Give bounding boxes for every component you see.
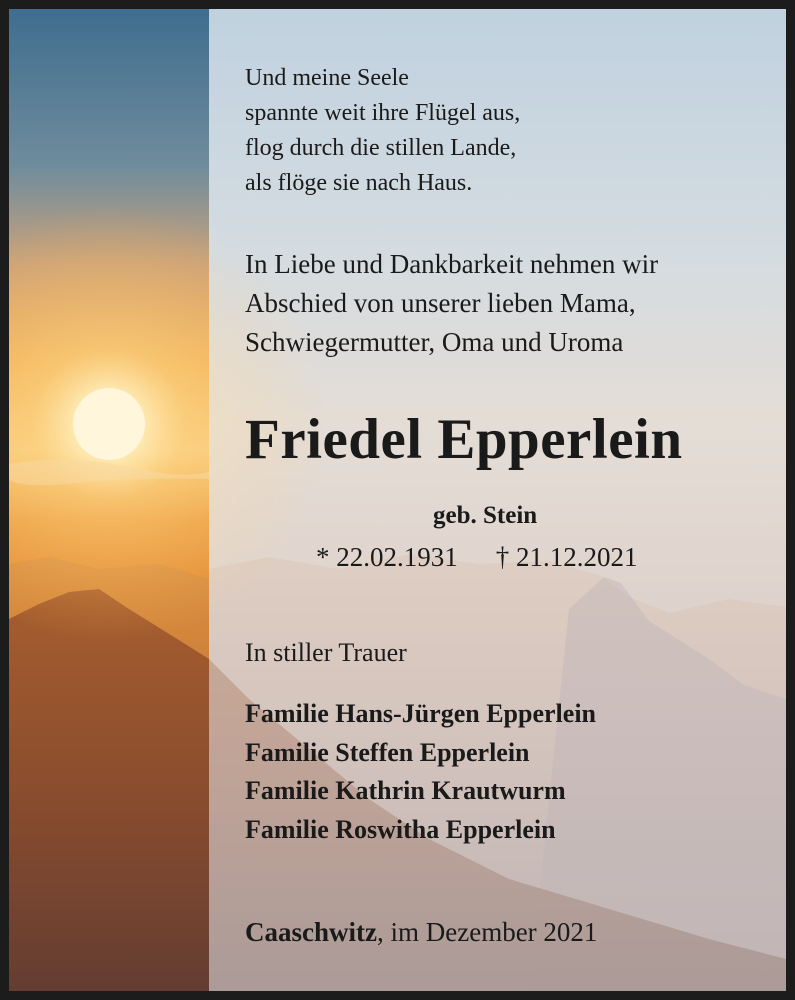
death-date: † 21.12.2021 (495, 542, 638, 572)
mourning-label: In stiller Trauer (245, 638, 407, 667)
poem-line: als flöge sie nach Haus. (245, 170, 473, 196)
family-list (245, 695, 596, 849)
birth-name: geb. Stein (433, 502, 538, 529)
family-name: Familie Hans-Jürgen Epperlein (245, 699, 596, 728)
intro-line: Schwiegermutter, Oma und Uroma (245, 327, 624, 357)
poem (245, 61, 520, 201)
poem-line: flog durch die stillen Lande, (245, 135, 517, 161)
life-dates (316, 538, 638, 576)
obituary-card (9, 9, 786, 991)
intro-line: Abschied von unserer lieben Mama, (245, 288, 636, 318)
farewell-intro (245, 245, 658, 362)
place-name: Caaschwitz (245, 917, 377, 947)
intro-line: In Liebe und Dankbarkeit nehmen wir (245, 249, 659, 279)
family-name: Familie Roswitha Epperlein (245, 814, 556, 844)
family-name: Familie Steffen Epperlein (245, 737, 530, 767)
place-and-date (245, 913, 597, 951)
notice-date: , im Dezember 2021 (376, 917, 598, 947)
birth-date: * 22.02.1931 (316, 542, 458, 572)
deceased-name: Friedel Epperlein (245, 408, 683, 471)
poem-line: Und meine Seele (245, 65, 409, 91)
poem-line: spannte weit ihre Flügel aus, (245, 100, 521, 126)
family-name: Familie Kathrin Krautwurm (245, 776, 566, 805)
